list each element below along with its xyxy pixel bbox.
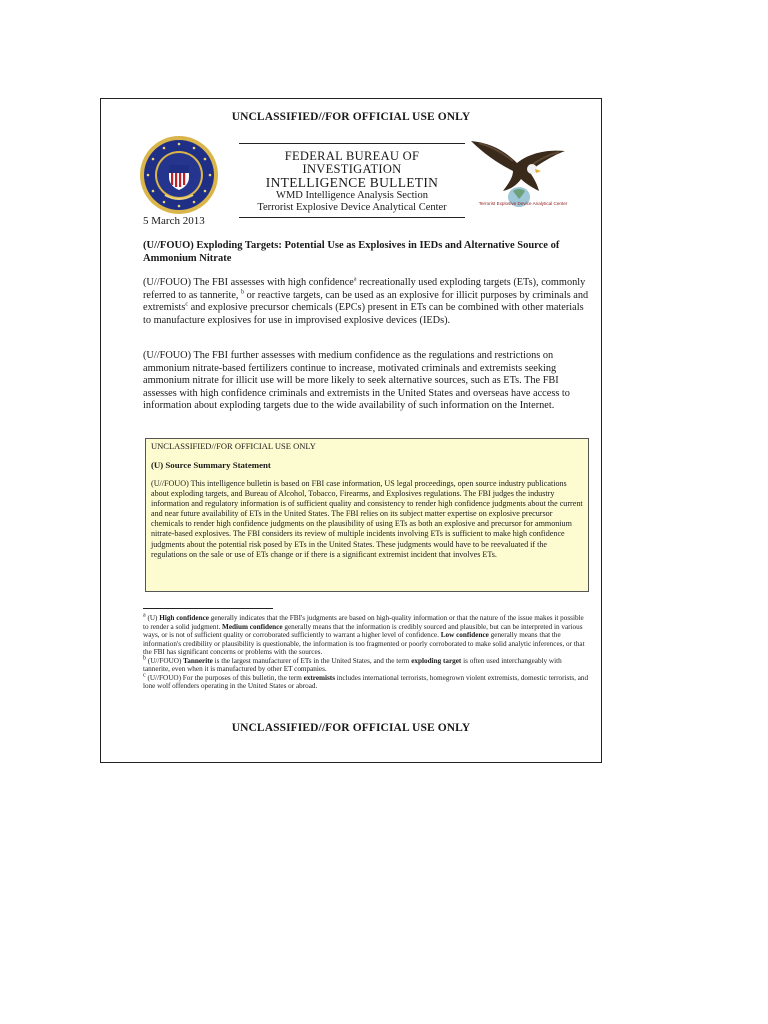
footnote-b-text-3: is often used interchangeably with tannerite, even when it is manufactured by other ET companies. (143, 656, 562, 673)
footnote-divider (143, 608, 273, 609)
agency-name: FEDERAL BUREAU OF INVESTIGATION (284, 149, 420, 176)
paragraph-assessment-2: (U//FOUO) The FBI further assesses with medium confidence as the regulations and restrictions on ammonium nitrate-based fertilizers continue to increase, motivated criminals and extremists seeking ammonium nitrate for illicit use will be more likely to seek alternative sources, such as ETs. The FBI assesses with high confidence criminals and extremists in the United States and overseas have access to information about exploding targets due to the wide availability of such information on the Internet. (143, 350, 570, 412)
footnote-a-marker: a (143, 612, 146, 619)
para1-text-a: (U//FOUO) The FBI assesses with high confidence (143, 277, 354, 288)
footnote-c-text-2: includes international terrorists, homegrown violent extremists, domestic terrorists, and lone wolf offenders operating in the United States or abroad. (143, 673, 589, 690)
summary-classification: UNCLASSIFIED//FOR OFFICIAL USE ONLY (151, 441, 316, 451)
footnote-c-term-extremists: extremists (303, 673, 335, 682)
footnote-a-text-4: generally means that the information's credibility or plausibility is questionable, the information is too fragmented or poorly corroborated to make solid analytic inferences, or that the FBI has significant concerns or problems with the sources. (143, 631, 585, 656)
footnote-a-term-high: High confidence (159, 614, 209, 622)
footnote-a (143, 614, 589, 657)
footnote-c-text: (U//FOUO) For the purposes of this bulletin, the term (145, 673, 304, 682)
bulletin-page (100, 98, 602, 763)
bulletin-date: 5 March 2013 (143, 215, 205, 227)
footnote-b-text: (U//FOUO) (146, 656, 184, 665)
para1-footnote-ref-c: c (185, 301, 188, 308)
header-rule-bottom (239, 217, 465, 218)
para1-footnote-ref-b: b (241, 289, 245, 296)
para1-text-b: recreationally used exploding targets (ETs), commonly referred to as tannerite, (143, 277, 586, 301)
header-rule-top (239, 143, 465, 144)
footnote-b-term-tannerite: Tannerite (183, 656, 213, 665)
footnote-b-text-2: is the largest manufacturer of ETs in the United States, and the term (212, 656, 412, 665)
eagle-caption: Terrorist Explosive Device Analytical Center (478, 201, 568, 206)
center-name: Terrorist Explosive Device Analytical Center (257, 202, 447, 213)
footnote-a-text-2: generally indicates that the FBI's judgments are based on high-quality information or that the nature of the issue makes it possible to render a solid judgment. (143, 614, 584, 631)
paragraph-assessment-1 (143, 277, 589, 327)
footnotes (143, 614, 589, 691)
summary-body: (U//FOUO) This intelligence bulletin is based on FBI case information, US legal proceedings, open source industry publications about exploding targets, and Bureau of Alcohol, Tobacco, Firearms, and Explosives regulations. The FBI judges the industry information and regulatory information is of sufficient quality and consistency to render high confidence judgments about the current and near future availability of ETs in the United States. The FBI relies on its subject matter expertise on explosive precursor chemicals to render high confidence judgments on the plausibility of using ETs as both an explosive and precursor for ammonium nitrate-based explosives. The FBI considers its review of multiple incidents involving ETs is sufficient to make high confidence judgments about the potential risk posed by ETs in the United States. These judgments would have to be reevaluated if the regulations on the sale or use of ETs change or if there is a significant extremist incident that involves ETs. (151, 479, 583, 559)
footnote-c (143, 674, 589, 691)
section-name: WMD Intelligence Analysis Section (276, 190, 428, 201)
footnote-b-marker: b (143, 655, 146, 662)
source-summary-box (145, 438, 589, 592)
footnote-c-marker: c (143, 672, 146, 679)
footnote-a-term-medium: Medium confidence (222, 622, 283, 631)
classification-banner-top: UNCLASSIFIED//FOR OFFICIAL USE ONLY (231, 111, 471, 123)
footnote-a-term-low: Low confidence (440, 631, 489, 639)
footnote-b-term-exploding-target: exploding target (411, 656, 462, 665)
footnote-a-text: (U) (145, 614, 160, 622)
footnote-b (143, 657, 589, 674)
footnote-a-text-3: generally means that the information is credibly sourced and plausible, but can be interpreted in various ways, or is not of sufficient quality or corroborated sufficiently to warrant a higher level of confidence. (143, 622, 583, 639)
para1-text-d: and explosive precursor chemicals (EPCs) present in ETs can be combined with other materials to manufacture explosives for use in improvised explosive devices (IEDs). (143, 302, 584, 326)
fbi-seal-icon (139, 135, 219, 215)
classification-banner-bottom: UNCLASSIFIED//FOR OFFICIAL USE ONLY (231, 722, 471, 734)
para1-footnote-ref-a: a (353, 276, 357, 283)
bulletin-title: (U//FOUO) Exploding Targets: Potential Use as Explosives in IEDs and Alternative Source of Ammonium Nitrate (143, 240, 560, 264)
bulletin-name: INTELLIGENCE BULLETIN (265, 175, 439, 190)
para1-text-c: or reactive targets, can be used as an explosive for illicit purposes by criminals and extremists (143, 289, 589, 314)
bulletin-header (239, 143, 465, 218)
summary-title: (U) Source Summary Statement (151, 460, 271, 470)
